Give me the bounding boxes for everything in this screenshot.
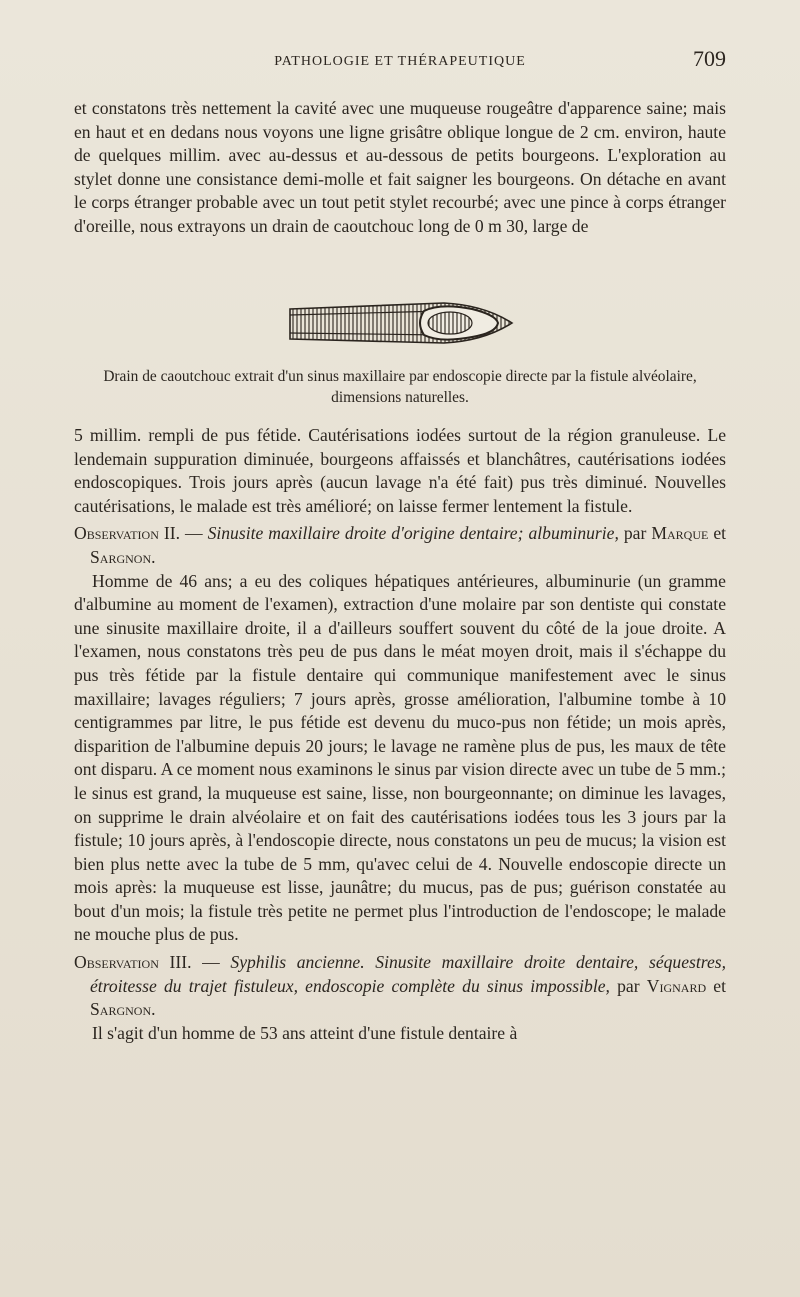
- observation-label: Observation II.: [74, 523, 180, 544]
- by-word: par: [609, 975, 647, 996]
- paragraph-1: et constatons très nettement la cavité avec une muqueuse rougeâtre d'apparence saine; mais en haut et en dedans nous voyons une ligne grisâtre oblique longue de 2 cm. environ, haute de quelques millim. avec au-dessus et au-dessous de petits bourgeons. L'exploration au stylet donne une consistance demi-molle et fait saigner les bourgeons. On détache en avant le corps étranger probable avec un tout petit stylet recourbé; avec une pince à corps étranger d'oreille, nous extrayons un drain de caoutchouc long de 0 m 30, large de: [74, 98, 726, 236]
- observation-2-heading: [74, 522, 726, 569]
- dash: —: [191, 952, 231, 973]
- observation-3-heading: [74, 951, 726, 1022]
- text-block-top: [74, 97, 726, 239]
- page-header: [74, 46, 726, 76]
- rubber-drain-figure: [284, 295, 516, 353]
- figure-caption: Drain de caoutchouc extrait d'un sinus maxillaire par endoscopie directe par la fistule alvéolaire, dimensions naturelles.: [103, 368, 697, 406]
- author-name: Marque: [651, 523, 709, 544]
- observation-label: Observation III.: [74, 952, 192, 973]
- author-name: Sargnon: [90, 546, 152, 567]
- and-word: et: [706, 975, 726, 996]
- period: .: [151, 546, 156, 567]
- paragraph-2: 5 millim. rempli de pus fétide. Cautérisations iodées surtout de la région granuleuse. Le lendemain suppuration diminuée, bourgeons affaissés et blanchâtres, cautérisations iodées endoscopiques. Trois jours après (aucun lavage n'a été fait) pus très diminué. Nouvelles cautérisations, le malade est très amélioré; on laisse fermer lentement la fistule.: [74, 425, 726, 516]
- author-name: Vignard: [646, 975, 707, 996]
- author-name: Sargnon: [90, 999, 152, 1020]
- observation-title: Sinusite maxillaire droite d'origine dentaire; albuminurie,: [207, 523, 619, 544]
- by-word: par: [618, 523, 652, 544]
- paragraph-3: Homme de 46 ans; a eu des coliques hépatiques antérieures, albuminurie (un gramme d'albumine au moment de l'examen), extraction d'une molaire par son dentiste qui constate une sinusite maxillaire droite, il a d'ailleurs souffert souvent du côté de la joue droite. A l'examen, nous constatons très peu de pus dans le méat moyen droit, mais il s'échappe du pus très fétide par la fistule dentaire qui communique manifestement avec le sinus maxillaire; lavages réguliers; 7 jours après, grosse amélioration, l'albumine tombe à 10 centigrammes par litre, le pus fétide est devenu du muco-pus non fétide; un mois après, disparition de l'albumine depuis 20 jours; le lavage ne ramène plus de pus, les maux de tête ont disparu. A ce moment nous examinons le sinus par vision directe avec un tube de 5 mm.; le sinus est grand, la muqueuse est saine, lisse, non bourgeonnante; on diminue les lavages, on supprime le drain alvéolaire et on fait des cautérisations iodées tous les 3 jours par la fistule; 10 jours après, à l'endoscopie directe, nous constatons un peu de mucus; la vision est bien plus nette avec la tube de 5 mm, qu'avec celui de 4. Nouvelle endoscopie directe un mois après: la muqueuse est lisse, jaunâtre; du mucus, pas de pus; guérison constatée au bout d'un mois; la fistule très petite ne permet plus l'introduction de l'endoscope; le malade ne mouche plus de pus.: [74, 570, 726, 945]
- and-word: et: [708, 523, 727, 544]
- running-head: PATHOLOGIE ET THÉRAPEUTIQUE: [274, 54, 526, 69]
- observation-title: Syphilis ancienne. Sinusite maxillaire droite dentaire, séquestres, étroitesse du trajet fistuleux, endoscopie complète du sinus impossible,: [90, 952, 727, 996]
- text-block-bottom: [74, 424, 726, 1045]
- paragraph-4: Il s'agit d'un homme de 53 ans atteint d'une fistule dentaire à: [92, 1022, 518, 1043]
- page-number: 709: [693, 46, 726, 71]
- period: .: [151, 999, 156, 1020]
- dash: —: [179, 523, 208, 544]
